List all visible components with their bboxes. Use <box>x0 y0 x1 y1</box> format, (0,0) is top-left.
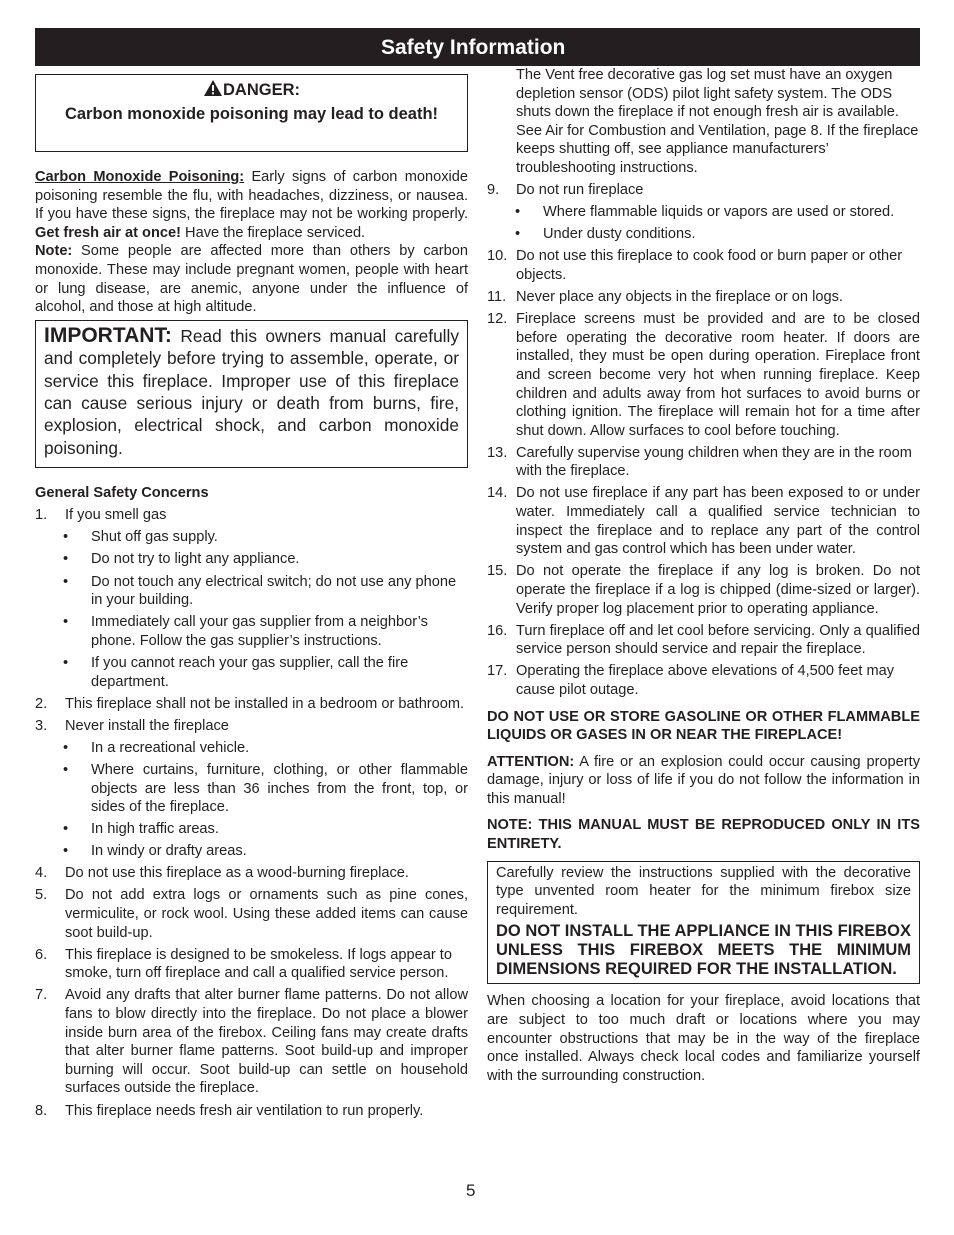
list-item: 3. Never install the fireplace <box>35 717 229 734</box>
bullet-item: • If you cannot reach your gas supplier, call the fire department. <box>63 654 409 690</box>
list-item: 5. Do not add extra logs or ornaments such as pine cones, vermiculite, or rock wool. Using these added items can cause soot build-up. <box>35 887 468 941</box>
firebox-caution-box <box>487 861 920 985</box>
bullet-item: • Where curtains, furniture, clothing, or other flammable objects are less than 36 inches from the front, top, or sides of the fireplace. <box>63 761 468 816</box>
danger-text: Carbon monoxide poisoning may lead to death! <box>64 105 439 123</box>
section-header-bar <box>35 28 920 66</box>
gasoline-warning: DO NOT USE OR STORE GASOLINE OR OTHER FLAMMABLE LIQUIDS OR GASES IN OR NEAR THE FIREPLACE! <box>487 708 920 744</box>
danger-label: DANGER: <box>223 81 300 99</box>
important-text: Read this owners manual carefully and completely before trying to assemble, operate, or service this fireplace. Improper use of this fireplace can cause serious injury or death from burns, fire, explosion, electrical shock, and carbon monoxide poisoning. <box>44 325 459 458</box>
bullet-item: • Immediately call your gas supplier from a neighbor’s phone. Follow the gas supplier’s instructions. <box>63 614 428 649</box>
list-item: 17. Operating the fireplace above elevations of 4,500 feet may cause pilot outage. <box>487 663 895 698</box>
co-note: Note: Some people are affected more than others by carbon monoxide. These may include pregnant women, people with heart or lung disease, are anemic, anyone under the influence of alcohol, and those at high altitude. <box>35 243 468 316</box>
list-item: 13. Carefully supervise young children when they are in the room with the fireplace. <box>487 444 912 480</box>
list-item: 16. Turn fireplace off and let cool before servicing. Only a qualified service person should service and repair the fireplace. <box>487 622 920 658</box>
page-number: 5 <box>466 1181 476 1200</box>
list-item: 10. Do not use this fireplace to cook food or burn paper or other objects. <box>487 248 903 283</box>
location-paragraph: When choosing a location for your fireplace, avoid locations that are subject to too much draft or locations where you may encounter obstructions that may be in the way of the fireplace once installed. Always check local codes and familiarize yourself with the surrounding construction. <box>487 993 920 1084</box>
list-item: 7. Avoid any drafts that alter burner flame patterns. Do not allow fans to blow directly into the fireplace. Do not place a blower inside burn area of the firebox. Ceiling fans may create drafts that alter burner flame patterns. Soot build-up and improper burning will occur. Soot build-up can settle on household surfaces outside the fireplace. <box>35 987 468 1097</box>
bullet-item: • Under dusty conditions. <box>515 226 696 243</box>
caution-text: Carefully review the instructions supplied with the decorative type unvented room heater for the minimum firebox size requirement. <box>496 864 911 918</box>
important-label: IMPORTANT: <box>44 323 172 347</box>
important-box <box>35 320 468 468</box>
co-paragraph: Carbon Monoxide Poisoning: Early signs of carbon monoxide poisoning resemble the flu, with headaches, dizziness, or nausea. If you have these signs, the fireplace may not be working properly. Get fresh air at once! Have the fireplace serviced. <box>35 169 468 241</box>
list-item: 15. Do not operate the fireplace if any log is broken. Do not operate the fireplace if a log is chipped (dime-sized or larger). Verify proper log placement prior to operating appliance. <box>487 563 920 617</box>
list-item: 1. If you smell gas <box>35 507 167 524</box>
danger-box <box>35 74 468 152</box>
bullet-item: • Shut off gas supply. <box>63 529 218 546</box>
bullet-item: • Do not touch any electrical switch; do not use any phone in your building. <box>63 573 457 609</box>
list-item: 12. Fireplace screens must be provided and are to be closed before operating the decorative room heater. If doors are installed, they must be open during operation. Fireplace front and screen become very hot when running fireplace. Keep children and adults away from hot surfaces to avoid burns or clothing ignition. The fireplace will remain hot for a time after shut down. Allow surfaces to cool before touching. <box>487 311 920 439</box>
bullet-item: • In a recreational vehicle. <box>63 739 250 756</box>
list-item: 11. Never place any objects in the fireplace or on logs. <box>487 289 843 306</box>
bullet-item: • Where flammable liquids or vapors are used or stored. <box>515 204 895 221</box>
bullet-item: • Do not try to light any appliance. <box>63 551 300 568</box>
general-safety-heading: General Safety Concerns <box>35 485 209 502</box>
list-item: 14. Do not use fireplace if any part has been exposed to or under water. Immediately call a qualified service technician to inspect the fireplace and to replace any part of the control system and gas control which has been under water. <box>487 485 920 558</box>
list-item: 8. This fireplace needs fresh air ventilation to run properly. <box>35 1102 424 1119</box>
list-item: 9. Do not run fireplace <box>487 182 644 199</box>
list-item: 6. This fireplace is designed to be smokeless. If logs appear to smoke, turn off fireplace and call a qualified service person. <box>35 946 452 982</box>
section-title: Safety Information <box>381 36 566 59</box>
warning-triangle-icon <box>203 79 223 97</box>
attention-paragraph: ATTENTION: A fire or an explosion could occur causing property damage, injury or loss of life if you do not follow the information in this manual! <box>487 753 920 807</box>
reproduce-note: NOTE: THIS MANUAL MUST BE REPRODUCED ONLY IN ITS ENTIRETY. <box>487 817 920 853</box>
list-item: 4. Do not use this fireplace as a wood-burning fireplace. <box>35 865 409 882</box>
right-column <box>487 66 920 1085</box>
list-item: 2. This fireplace shall not be installed in a bedroom or bathroom. <box>35 695 465 712</box>
co-label: Carbon Monoxide Poisoning: <box>35 169 245 185</box>
left-column <box>35 74 468 1120</box>
bullet-item: • In windy or drafty areas. <box>63 843 247 860</box>
list-item-continuation: The Vent free decorative gas log set must have an oxygen depletion sensor (ODS) pilot light safety system. The ODS shuts down the fireplace if not enough fresh air is available. See Air for Combustion and Ventilation, page 8. If the fireplace keeps shutting off, see appliance manufacturers’ troubleshooting instructions. <box>516 67 919 176</box>
caution-bold-text: DO NOT INSTALL THE APPLIANCE IN THIS FIREBOX UNLESS THIS FIREBOX MEETS THE MINIMUM DIMENSIONS REQUIRED FOR THE INSTALLATION. <box>496 922 911 979</box>
bullet-item: • In high traffic areas. <box>63 821 219 838</box>
